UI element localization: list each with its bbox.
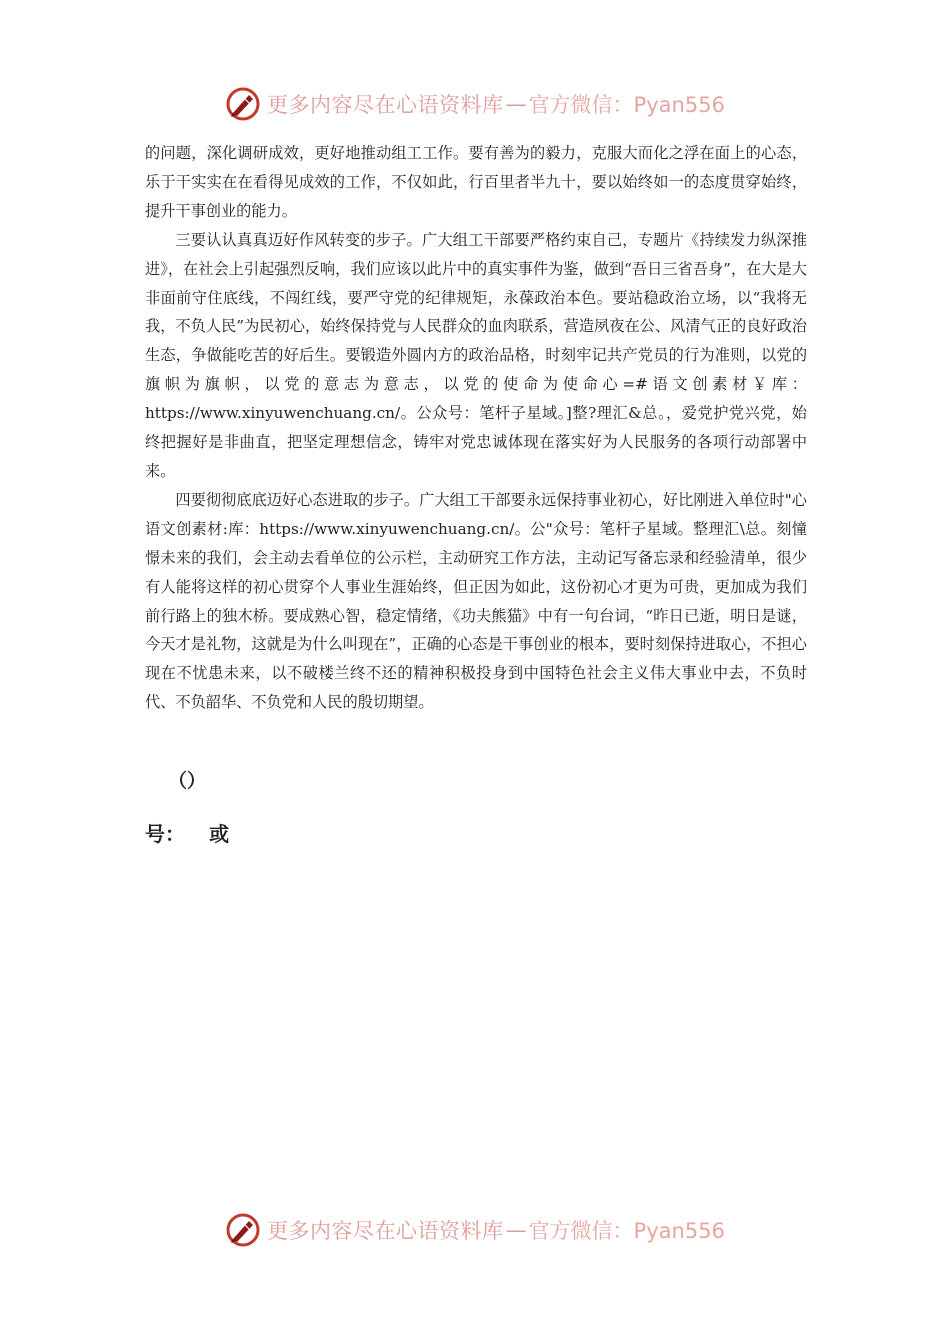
pen-logo-icon [225,86,261,122]
paragraph-1: 的问题，深化调研成效，更好地推动组工工作。要有善为的毅力，克服大而化之浮在面上的心态，乐于干实实在在看得见成效的工作，不仅如此，行百里者半九十，要以始终如一的态度贯穿始终，提升干事创业的能力。 [145,144,807,220]
banner-dash: — [505,1218,527,1242]
banner-dash: — [505,92,527,116]
footer-watermark-banner [0,1208,950,1252]
banner-wechat: 官方微信：Pyan556 [528,93,725,117]
number-label-line: 号： 或 [145,822,230,846]
banner-text: 更多内容尽在心语资料库 [267,93,504,117]
banner-text: 更多内容尽在心语资料库 [267,1219,504,1243]
banner-wechat: 官方微信：Pyan556 [528,1219,725,1243]
document-body [145,139,807,717]
header-watermark-banner [0,82,950,126]
paragraph-3: 四要彻彻底底迈好心态进取的步子。广大组工干部要永远保持事业初心，好比刚进入单位时"心语文创素材:库：https://www.xinyuwenchuang.cn/。公"众号：笔杆子星域。整理汇\总。刻憧憬未来的我们，会主动去看单位的公示栏，主动研究工作方法，主动记写备忘录和经验清单，很少有人能将这样的初心贯穿个人事业生涯始终，但正因为如此，这份初心才更为可贵，更加成为我们前行路上的独木桥。要成熟心智，稳定情绪，《功夫熊猫》中有一句台词，“昨日已逝，明日是谜，今天才是礼物，这就是为什么叫现在”，正确的心态是干事创业的根本，要时刻保持进取心，不担心现在不忧患未来，以不破楼兰终不还的精神积极投身到中国特色社会主义伟大事业中去，不负时代、不负韶华、不负党和人民的殷切期望。 [145,490,807,712]
paragraph-2: 三要认认真真迈好作风转变的步子。广大组工干部要严格约束自己，专题片《持续发力纵深推进》，在社会上引起强烈反响，我们应该以此片中的真实事件为鉴，做到“吾日三省吾身”，在大是大非面前守住底线，不闯红线，要严守党的纪律规矩，永葆政治本色。要站稳政治立场，以“我将无我，不负人民”为民初心，始终保持党与人民群众的血肉联系，营造夙夜在公、风清气正的良好政治生态，争做能吃苦的好后生。要锻造外圆内方的政治品格，时刻牢记共产党员的行为准则，以党的旗帜为旗帜，以党的意志为意志，以党的使命为使命心=#语文创素材￥库：https://www.xinyuwenchuang.cn/。公众号：笔杆子星域。]整?理汇&总。，爱党护党兴党，始终把握好是非曲直，把坚定理想信念，铸牢对党忠诚体现在落实好为人民服务的各项行动部署中来。 [145,230,807,480]
empty-parentheses: （） [168,770,207,792]
pen-logo-icon [225,1212,261,1248]
